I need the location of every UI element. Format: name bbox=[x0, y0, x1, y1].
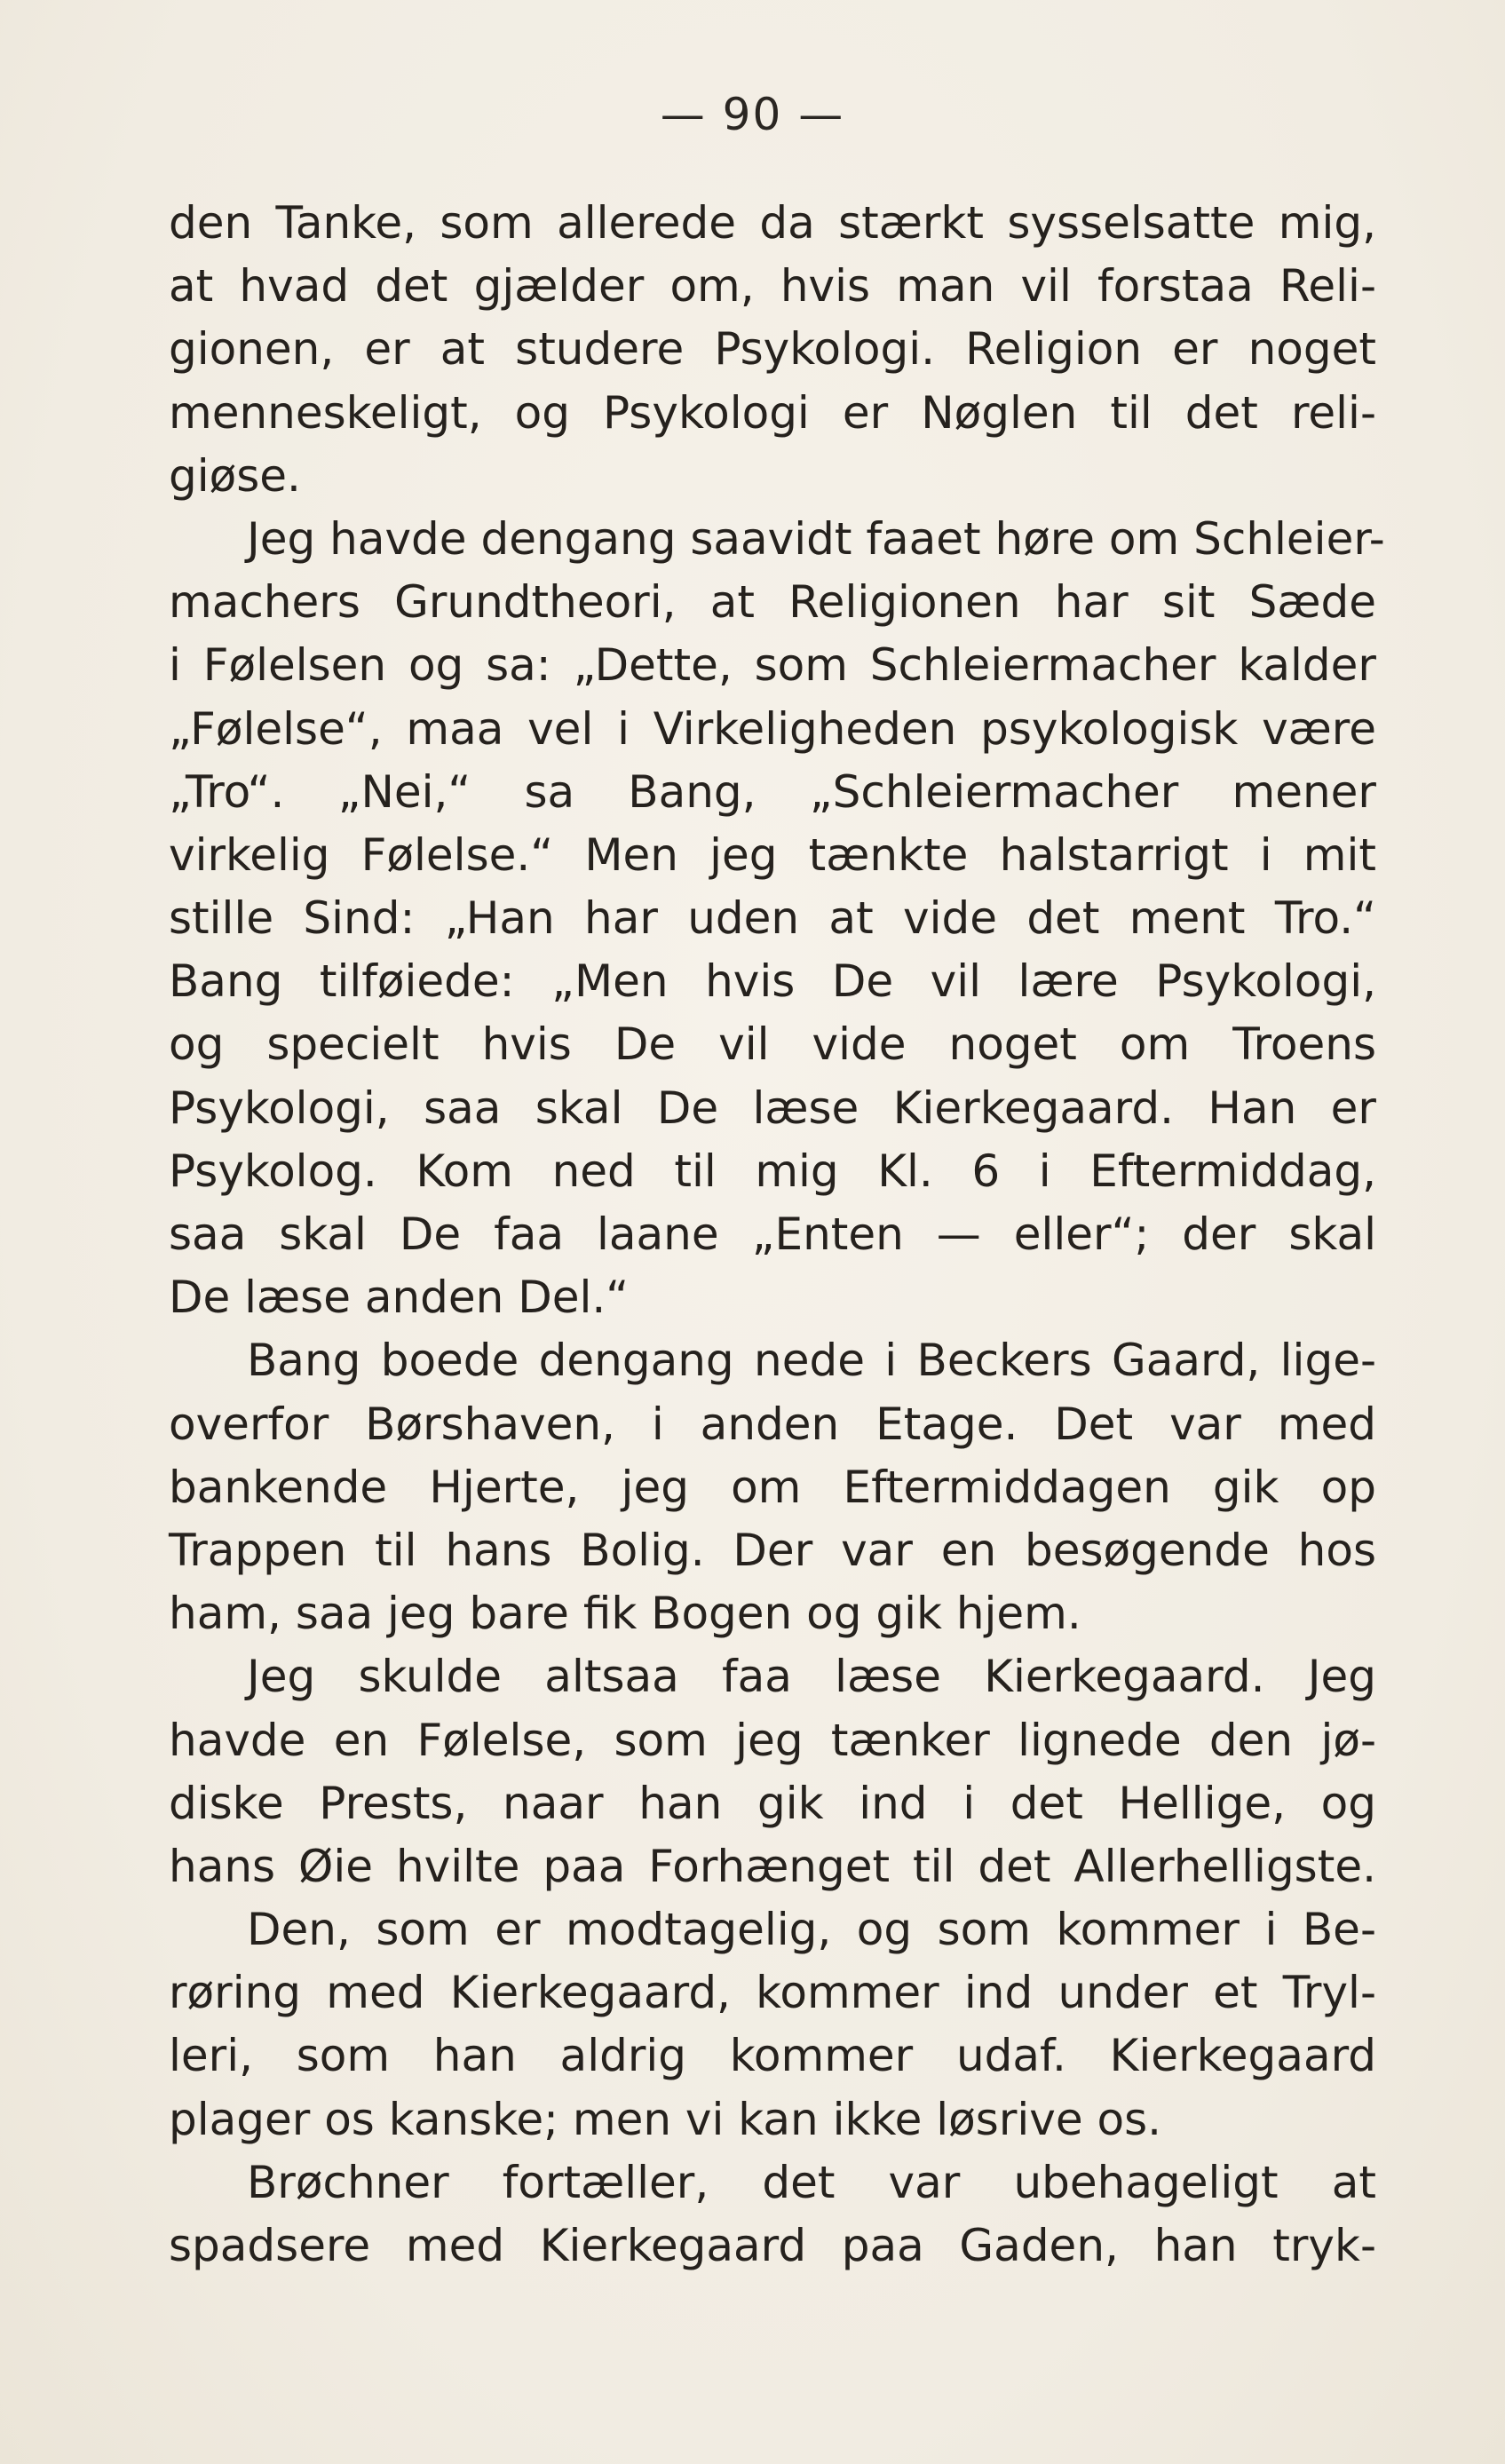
text-line: „Følelse“, maa vel i Virkeligheden psykologisk være bbox=[169, 702, 1376, 755]
text-line: at hvad det gjælder om, hvis man vil forstaa Reli- bbox=[169, 260, 1376, 313]
text-line: Psykolog. Kom ned til mig Kl. 6 i Eftermiddag, bbox=[169, 1145, 1376, 1197]
text-line: machers Grundtheori, at Religionen har sit Sæde bbox=[169, 576, 1376, 629]
text-line: overfor Børshaven, i anden Etage. Det var med bbox=[169, 1398, 1376, 1450]
text-line: plager os kanske; men vi kan ikke løsrive os. bbox=[169, 2093, 1162, 2145]
text-line: gionen, er at studere Psykologi. Religion er noget bbox=[169, 323, 1376, 376]
text-line: røring med Kierkegaard, kommer ind under et Tryl- bbox=[169, 1967, 1376, 2019]
text-line: Jeg havde dengang saavidt faaet høre om Schleier- bbox=[247, 512, 1385, 565]
text-line: menneskeligt, og Psykologi er Nøglen til det reli- bbox=[169, 386, 1376, 439]
text-line: Psykologi, saa skal De læse Kierkegaard. Han er bbox=[169, 1081, 1376, 1134]
text-line: havde en Følelse, som jeg tænker lignede den jø- bbox=[169, 1714, 1376, 1766]
text-line: den Tanke, som allerede da stærkt sysselsatte mig, bbox=[169, 197, 1376, 249]
page-body-text bbox=[169, 192, 1385, 2278]
text-line: virkelig Følelse.“ Men jeg tænkte halstarrigt i mit bbox=[169, 828, 1376, 881]
page-number: — 90 — bbox=[660, 89, 845, 140]
text-line: hans Øie hvilte paa Forhænget til det Allerhelligste. bbox=[169, 1840, 1376, 1892]
text-line: bankende Hjerte, jeg om Eftermiddagen gik op bbox=[169, 1461, 1376, 1513]
text-line: Den, som er modtagelig, og som kommer i Be- bbox=[247, 1904, 1376, 1956]
text-line: spadsere med Kierkegaard paa Gaden, han tryk- bbox=[169, 2220, 1376, 2271]
text-line: Jeg skulde altsaa faa læse Kierkegaard. Jeg bbox=[247, 1651, 1376, 1703]
text-line: Bang boede dengang nede i Beckers Gaard, lige- bbox=[247, 1335, 1376, 1387]
text-line: og specielt hvis De vil vide noget om Troens bbox=[169, 1018, 1376, 1071]
text-line: Trappen til hans Bolig. Der var en besøgende hos bbox=[169, 1524, 1376, 1576]
text-line: De læse anden Del.“ bbox=[169, 1272, 630, 1324]
text-line: „Tro“. „Nei,“ sa Bang, „Schleiermacher mener bbox=[169, 765, 1376, 818]
text-line: saa skal De faa laane „Enten — eller“; der skal bbox=[169, 1208, 1376, 1260]
text-line: Bang tilføiede: „Men hvis De vil lære Psykologi, bbox=[169, 955, 1376, 1008]
text-line: leri, som han aldrig kommer udaf. Kierkegaard bbox=[169, 2030, 1376, 2082]
text-line: giøse. bbox=[169, 449, 301, 502]
text-line: i Følelsen og sa: „Dette, som Schleiermacher kalder bbox=[169, 639, 1376, 692]
text-line: stille Sind: „Han har uden at vide det ment Tro.“ bbox=[169, 892, 1376, 945]
text-line: diske Prests, naar han gik ind i det Hellige, og bbox=[169, 1777, 1376, 1829]
text-line: Brøchner fortæller, det var ubehageligt at bbox=[247, 2156, 1376, 2208]
text-line: ham, saa jeg bare fik Bogen og gik hjem. bbox=[169, 1588, 1081, 1640]
